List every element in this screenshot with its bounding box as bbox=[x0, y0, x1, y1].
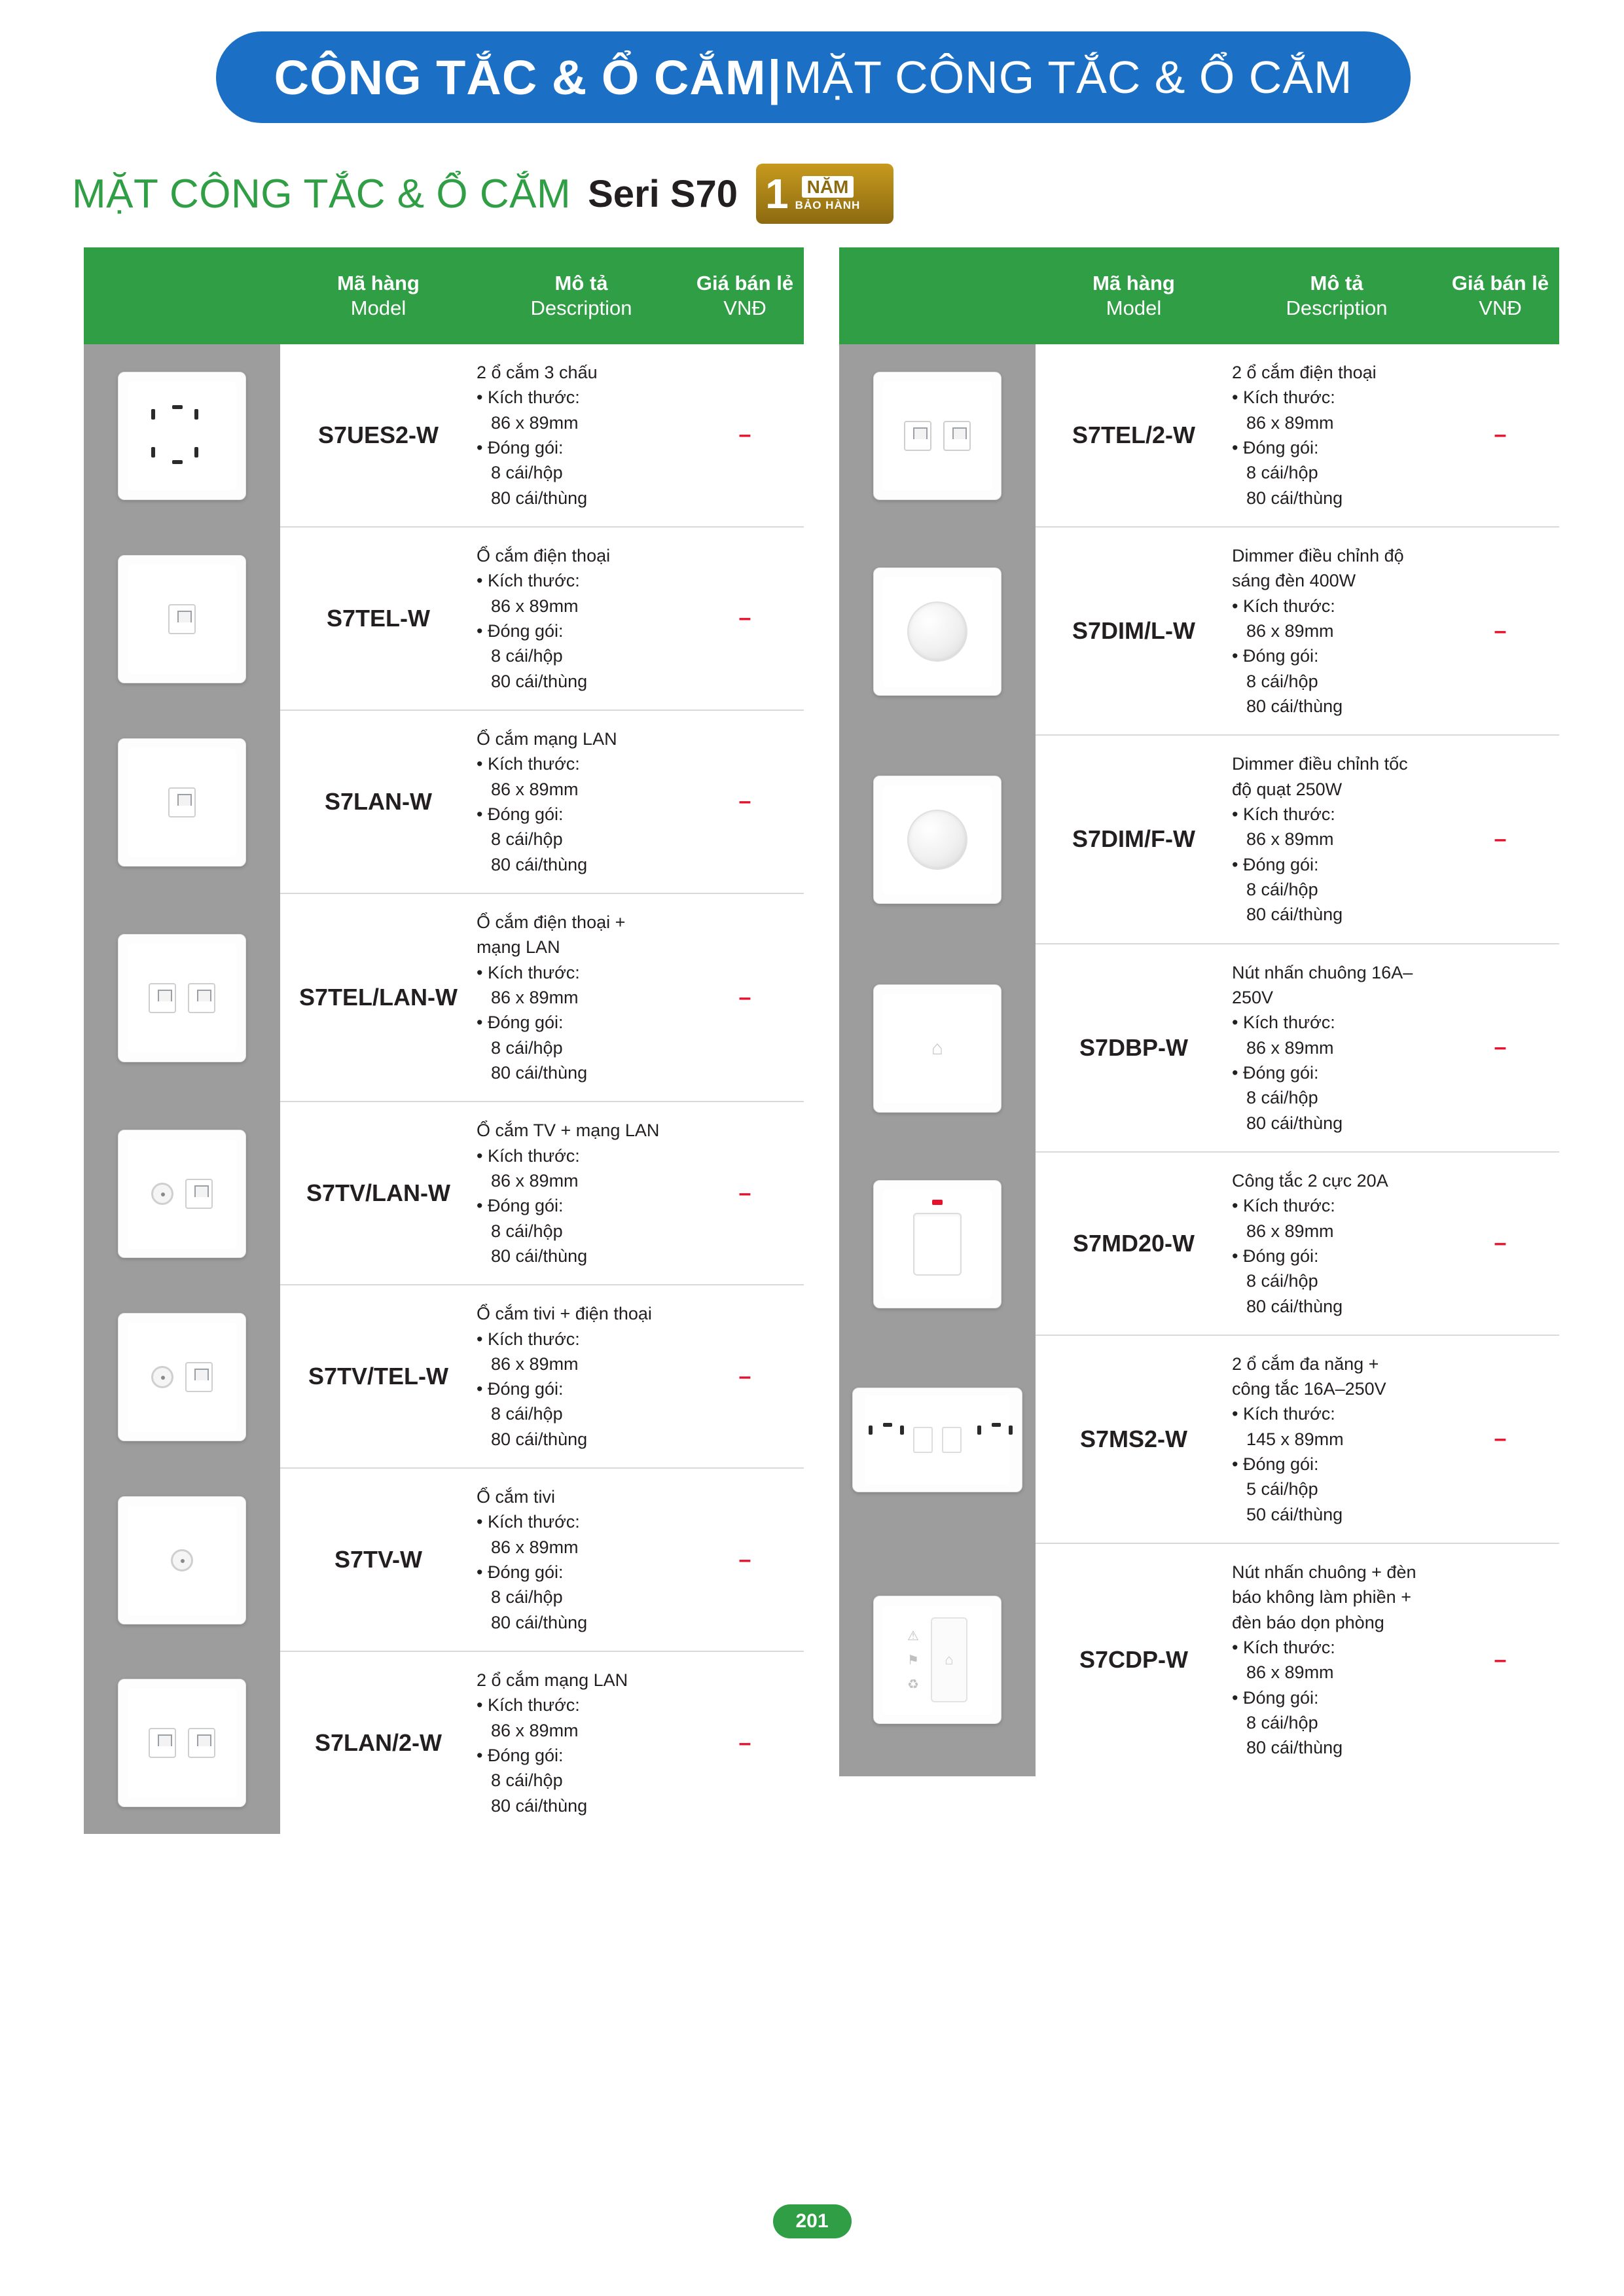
description-line: 80 cái/thùng bbox=[491, 1062, 588, 1083]
description-line: 80 cái/thùng bbox=[1246, 488, 1343, 508]
description-line: • Đóng gói: bbox=[1232, 437, 1319, 457]
bell-button-panel: ⌂ bbox=[931, 1617, 967, 1702]
section-title: MẶT CÔNG TẮC & Ổ CẮM bbox=[72, 171, 571, 217]
product-price-cell: – bbox=[738, 1547, 751, 1572]
description-line: • Đóng gói: bbox=[477, 1013, 564, 1033]
plate-face bbox=[128, 565, 237, 674]
description-line: 8 cái/hộp bbox=[491, 1037, 563, 1058]
socket-pin-hole bbox=[1009, 1426, 1013, 1435]
row-content bbox=[280, 1285, 804, 1469]
plate-face bbox=[128, 1323, 237, 1432]
warranty-badge bbox=[756, 164, 893, 224]
description-line: • Kích thước: bbox=[477, 754, 580, 774]
product-description-cell bbox=[477, 1102, 686, 1284]
product-model-cell: S7DIM/L-W bbox=[1072, 617, 1195, 645]
header-desc-vn: Mô tả bbox=[1310, 272, 1363, 295]
description-line: 86 x 89mm bbox=[491, 987, 579, 1007]
product-description-cell bbox=[1232, 1153, 1441, 1335]
description-line: 80 cái/thùng bbox=[491, 671, 588, 691]
rj-jack-icon bbox=[943, 421, 971, 451]
socket-holes bbox=[865, 1420, 901, 1460]
section-title-row bbox=[72, 164, 893, 224]
row-content bbox=[1036, 1153, 1559, 1336]
header-price-col bbox=[686, 271, 804, 321]
product-model-cell: S7TV-W bbox=[334, 1546, 422, 1573]
description-line: 8 cái/hộp bbox=[491, 463, 563, 483]
tv-telephone-socket-icon bbox=[118, 1313, 246, 1441]
rj-jack-icon bbox=[904, 421, 931, 451]
description-line: Ổ cắm tivi bbox=[477, 1487, 556, 1507]
product-description-cell bbox=[477, 711, 686, 893]
socket-pin-hole bbox=[883, 1423, 892, 1427]
socket-switch-group bbox=[913, 1427, 962, 1453]
status-indicator-icon: ♻ bbox=[907, 1677, 919, 1692]
product-image-cell bbox=[84, 344, 280, 528]
description-line: • Đóng gói: bbox=[1232, 854, 1319, 874]
description-line: Ổ cắm điện thoại + bbox=[477, 912, 626, 932]
rocker-switch bbox=[913, 1213, 962, 1276]
warranty-line2: BẢO HÀNH bbox=[795, 199, 861, 212]
description-line: 80 cái/thùng bbox=[1246, 1113, 1343, 1133]
status-indicator-icon: ⚠ bbox=[907, 1628, 919, 1643]
coax-jack-icon bbox=[151, 1183, 173, 1205]
description-line: • Đóng gói: bbox=[477, 1562, 564, 1583]
double-pole-switch-icon bbox=[873, 1180, 1001, 1308]
product-price-cell: – bbox=[1494, 422, 1507, 448]
plate-face bbox=[128, 944, 237, 1053]
dimmer-knob bbox=[907, 810, 967, 870]
plate-face bbox=[883, 1189, 992, 1299]
rj-jack-icon bbox=[185, 1362, 213, 1392]
plate-face bbox=[128, 1139, 237, 1249]
socket-pin-hole bbox=[900, 1426, 904, 1435]
description-line: Ổ cắm TV + mạng LAN bbox=[477, 1121, 660, 1141]
description-line: 86 x 89mm bbox=[1246, 412, 1334, 433]
row-content bbox=[1036, 1544, 1559, 1776]
socket-pin-hole bbox=[172, 405, 183, 409]
description-line: 250V bbox=[1232, 987, 1274, 1007]
description-line: Dimmer điều chỉnh độ bbox=[1232, 545, 1404, 565]
row-content bbox=[280, 1652, 804, 1834]
product-model-cell: S7TV/TEL-W bbox=[308, 1363, 448, 1390]
product-price-cell: – bbox=[1494, 1035, 1507, 1060]
header-price-en: VNĐ bbox=[723, 296, 767, 319]
rj-jack-icon bbox=[168, 604, 196, 634]
description-line: 8 cái/hộp bbox=[1246, 671, 1318, 691]
product-description-cell bbox=[1232, 944, 1441, 1151]
product-price-cell: – bbox=[1494, 1426, 1507, 1452]
description-line: • Kích thước: bbox=[477, 962, 580, 982]
product-table-right bbox=[839, 247, 1559, 1776]
product-price-cell: – bbox=[738, 422, 751, 448]
plate-face bbox=[883, 382, 992, 491]
product-price-cell: – bbox=[738, 789, 751, 814]
description-line: 80 cái/thùng bbox=[491, 1795, 588, 1816]
description-line: 80 cái/thùng bbox=[491, 854, 588, 874]
description-line: 86 x 89mm bbox=[1246, 1662, 1334, 1683]
product-image-cell bbox=[84, 1652, 280, 1834]
doorbell-button-icon bbox=[873, 984, 1001, 1113]
product-price-cell: – bbox=[1494, 1230, 1507, 1256]
product-description-cell bbox=[1232, 1336, 1441, 1543]
description-line: • Đóng gói: bbox=[1232, 646, 1319, 666]
plate-face bbox=[128, 1689, 237, 1798]
header-model-en: Model bbox=[1106, 296, 1162, 319]
description-line: Dimmer điều chỉnh tốc bbox=[1232, 754, 1408, 774]
socket-pin-hole bbox=[194, 409, 198, 420]
product-image-cell bbox=[839, 1336, 1036, 1544]
product-description-cell bbox=[477, 1285, 686, 1467]
header-price-vn: Giá bán lẻ bbox=[696, 272, 794, 295]
description-line: 80 cái/thùng bbox=[1246, 1738, 1343, 1758]
socket-pin-hole bbox=[992, 1423, 1001, 1427]
plate-face bbox=[865, 1395, 1010, 1484]
description-line: 145 x 89mm bbox=[1246, 1429, 1344, 1449]
rj-jack-icon bbox=[185, 1179, 213, 1209]
product-description-cell bbox=[477, 344, 686, 526]
description-line: 8 cái/hộp bbox=[491, 1221, 563, 1241]
header-price-vn: Giá bán lẻ bbox=[1451, 272, 1549, 295]
page-header-banner bbox=[216, 31, 1411, 123]
row-content bbox=[280, 1102, 804, 1285]
product-image-cell bbox=[84, 1102, 280, 1285]
description-line: • Đóng gói: bbox=[477, 804, 564, 824]
warranty-line1: NĂM bbox=[802, 176, 854, 198]
header-price-col bbox=[1441, 271, 1559, 321]
socket-pin-hole bbox=[151, 409, 155, 420]
product-image-cell bbox=[839, 1153, 1036, 1336]
product-price-cell: – bbox=[738, 605, 751, 631]
description-line: 86 x 89mm bbox=[1246, 829, 1334, 850]
product-price-cell: – bbox=[1494, 1647, 1507, 1672]
product-model-cell: S7TV/LAN-W bbox=[306, 1179, 450, 1207]
product-description-cell bbox=[1232, 528, 1441, 734]
description-line: 80 cái/thùng bbox=[1246, 905, 1343, 925]
description-line: • Kích thước: bbox=[1232, 387, 1335, 408]
description-line: 80 cái/thùng bbox=[491, 1612, 588, 1632]
table-header-right bbox=[839, 247, 1559, 344]
coax-jack-icon bbox=[151, 1366, 173, 1388]
description-line: 8 cái/hộp bbox=[1246, 1271, 1318, 1291]
status-indicator-group bbox=[907, 1628, 919, 1693]
description-line: 86 x 89mm bbox=[491, 596, 579, 616]
row-content bbox=[1036, 944, 1559, 1153]
table-row bbox=[839, 1153, 1559, 1336]
table-body-right bbox=[839, 344, 1559, 1776]
dimmer-knob bbox=[907, 601, 967, 662]
header-model-en: Model bbox=[350, 296, 406, 319]
description-line: 80 cái/thùng bbox=[1246, 696, 1343, 716]
tv-lan-socket-icon bbox=[118, 1130, 246, 1258]
header-desc-en: Description bbox=[1286, 296, 1388, 319]
coax-jack-icon bbox=[171, 1549, 193, 1571]
description-line: độ quạt 250W bbox=[1232, 779, 1343, 799]
socket-pin-hole bbox=[194, 447, 198, 457]
product-price-cell: – bbox=[738, 1730, 751, 1755]
product-description-cell bbox=[477, 894, 686, 1101]
socket-2gang-3pin-icon bbox=[118, 372, 246, 500]
product-model-cell: S7MD20-W bbox=[1072, 1229, 1195, 1257]
description-line: 8 cái/hộp bbox=[491, 1404, 563, 1424]
telephone-2gang-socket-icon bbox=[873, 372, 1001, 500]
product-price-cell: – bbox=[1494, 826, 1507, 852]
description-line: 80 cái/thùng bbox=[491, 1429, 588, 1449]
product-model-cell: S7TEL/LAN-W bbox=[299, 984, 458, 1011]
header-title-bold: CÔNG TẮC & Ổ CẮM bbox=[274, 50, 767, 105]
product-image-cell bbox=[839, 1544, 1036, 1776]
description-line: • Đóng gói: bbox=[477, 1196, 564, 1216]
table-row bbox=[84, 894, 804, 1102]
description-line: • Kích thước: bbox=[477, 1145, 580, 1166]
rj-jack-icon bbox=[149, 1728, 176, 1758]
description-line: 80 cái/thùng bbox=[1246, 1296, 1343, 1316]
description-line: 8 cái/hộp bbox=[1246, 463, 1318, 483]
description-line: • Đóng gói: bbox=[477, 620, 564, 641]
product-description-cell bbox=[1232, 736, 1441, 942]
description-line: • Đóng gói: bbox=[1232, 1246, 1319, 1266]
description-line: 86 x 89mm bbox=[491, 412, 579, 433]
tv-socket-icon bbox=[118, 1496, 246, 1624]
description-line: • Kích thước: bbox=[1232, 1404, 1335, 1424]
description-line: công tắc 16A–250V bbox=[1232, 1379, 1386, 1399]
description-line: • Kích thước: bbox=[1232, 596, 1335, 616]
description-line: • Kích thước: bbox=[477, 1512, 580, 1532]
description-line: • Đóng gói: bbox=[1232, 1687, 1319, 1708]
table-row bbox=[839, 1336, 1559, 1544]
description-line: 86 x 89mm bbox=[491, 1537, 579, 1557]
product-description-cell bbox=[1232, 1544, 1441, 1776]
product-price-cell: – bbox=[738, 984, 751, 1010]
rocker-switch bbox=[942, 1427, 962, 1453]
fan-dimmer-icon bbox=[873, 776, 1001, 904]
product-model-cell: S7UES2-W bbox=[317, 421, 439, 448]
description-line: • Kích thước: bbox=[1232, 1638, 1335, 1658]
header-desc-col bbox=[477, 271, 686, 321]
row-content bbox=[280, 528, 804, 711]
table-row bbox=[84, 528, 804, 711]
plate-face bbox=[883, 994, 992, 1103]
description-line: Nút nhấn chuông + đèn bbox=[1232, 1562, 1416, 1583]
description-line: sáng đèn 400W bbox=[1232, 571, 1356, 591]
rj-jack-icon bbox=[149, 983, 176, 1013]
product-image-cell bbox=[839, 944, 1036, 1153]
socket-pin-hole bbox=[172, 460, 183, 464]
row-content bbox=[280, 344, 804, 528]
rj-jack-icon bbox=[188, 983, 215, 1013]
product-image-cell bbox=[84, 528, 280, 711]
description-line: 8 cái/hộp bbox=[1246, 1713, 1318, 1733]
header-desc-vn: Mô tả bbox=[554, 272, 608, 295]
product-model-cell: S7LAN/2-W bbox=[314, 1729, 442, 1757]
description-line: • Đóng gói: bbox=[1232, 1062, 1319, 1083]
description-line: 2 ổ cắm 3 chấu bbox=[477, 363, 598, 382]
socket-holes bbox=[146, 400, 218, 472]
description-line: 5 cái/hộp bbox=[1246, 1479, 1318, 1499]
product-table-left bbox=[84, 247, 804, 1834]
table-row bbox=[839, 1544, 1559, 1776]
header-model-col bbox=[1036, 271, 1232, 321]
page-number: 201 bbox=[773, 2204, 852, 2238]
description-line: 8 cái/hộp bbox=[491, 646, 563, 666]
table-row bbox=[839, 944, 1559, 1153]
header-model-vn: Mã hàng bbox=[1092, 272, 1175, 295]
product-model-cell: S7DBP-W bbox=[1079, 1033, 1188, 1061]
table-header-left bbox=[84, 247, 804, 344]
table-row bbox=[84, 1102, 804, 1285]
row-content bbox=[280, 1469, 804, 1652]
description-line: 8 cái/hộp bbox=[491, 1770, 563, 1791]
description-line: • Kích thước: bbox=[477, 571, 580, 591]
description-line: 86 x 89mm bbox=[491, 1354, 579, 1374]
row-content bbox=[1036, 736, 1559, 944]
table-row bbox=[84, 711, 804, 894]
table-row bbox=[839, 344, 1559, 528]
product-image-cell bbox=[84, 711, 280, 894]
description-line: • Kích thước: bbox=[477, 1695, 580, 1715]
description-line: • Kích thước: bbox=[1232, 1013, 1335, 1033]
row-content bbox=[280, 894, 804, 1102]
table-row bbox=[839, 736, 1559, 944]
section-serie: Seri S70 bbox=[588, 172, 738, 215]
product-image-cell bbox=[84, 894, 280, 1102]
plate-face bbox=[128, 382, 237, 491]
doorbell-dnd-panel-icon bbox=[873, 1596, 1001, 1724]
indicator-led bbox=[932, 1200, 943, 1205]
lan-socket-icon bbox=[118, 738, 246, 867]
description-line: báo không làm phiền + bbox=[1232, 1587, 1411, 1607]
row-content bbox=[1036, 1336, 1559, 1544]
header-model-col bbox=[280, 271, 477, 321]
product-model-cell: S7TEL-W bbox=[327, 604, 430, 632]
product-image-cell bbox=[839, 736, 1036, 944]
multifunction-socket-switch-icon bbox=[852, 1388, 1022, 1492]
product-model-cell: S7DIM/F-W bbox=[1072, 825, 1195, 853]
description-line: Ổ cắm điện thoại bbox=[477, 545, 611, 565]
description-line: • Kích thước: bbox=[1232, 1196, 1335, 1216]
description-line: 8 cái/hộp bbox=[491, 1587, 563, 1607]
header-price-en: VNĐ bbox=[1479, 296, 1522, 319]
product-model-cell: S7LAN-W bbox=[325, 787, 432, 815]
rocker-switch bbox=[913, 1427, 933, 1453]
description-line: • Đóng gói: bbox=[1232, 1454, 1319, 1475]
description-line: 80 cái/thùng bbox=[491, 1246, 588, 1266]
description-line: • Đóng gói: bbox=[477, 437, 564, 457]
description-line: 8 cái/hộp bbox=[491, 829, 563, 850]
rj-jack-icon bbox=[168, 787, 196, 817]
socket-pin-hole bbox=[151, 447, 155, 457]
description-line: 8 cái/hộp bbox=[1246, 1088, 1318, 1108]
table-row bbox=[839, 528, 1559, 736]
description-line: Ổ cắm tivi + điện thoại bbox=[477, 1304, 652, 1324]
description-line: • Kích thước: bbox=[477, 387, 580, 408]
description-line: mạng LAN bbox=[477, 937, 560, 958]
description-line: 80 cái/thùng bbox=[491, 488, 588, 508]
bell-symbol-icon: ⌂ bbox=[931, 1037, 944, 1059]
row-content bbox=[1036, 344, 1559, 528]
product-description-cell bbox=[477, 1469, 686, 1651]
description-line: 2 ổ cắm điện thoại bbox=[1232, 363, 1377, 382]
row-content bbox=[280, 711, 804, 894]
light-dimmer-icon bbox=[873, 567, 1001, 696]
table-row bbox=[84, 1469, 804, 1652]
description-line: 50 cái/thùng bbox=[1246, 1504, 1343, 1524]
description-line: 2 ổ cắm đa năng + bbox=[1232, 1354, 1379, 1374]
plate-face bbox=[128, 748, 237, 857]
description-line: • Kích thước: bbox=[1232, 804, 1335, 824]
header-title-light: MẶT CÔNG TẮC & Ổ CẮM bbox=[784, 52, 1353, 103]
product-price-cell: – bbox=[738, 1180, 751, 1206]
product-description-cell bbox=[1232, 344, 1441, 526]
product-model-cell: S7TEL/2-W bbox=[1072, 421, 1195, 448]
warranty-text bbox=[795, 176, 861, 211]
description-line: • Đóng gói: bbox=[477, 1746, 564, 1766]
description-line: Nút nhấn chuông 16A– bbox=[1232, 962, 1413, 982]
table-row bbox=[84, 344, 804, 528]
table-row bbox=[84, 1652, 804, 1834]
description-line: • Đóng gói: bbox=[477, 1379, 564, 1399]
plate-face bbox=[883, 1605, 992, 1715]
plate-face bbox=[883, 577, 992, 687]
socket-pin-hole bbox=[977, 1426, 981, 1435]
product-image-cell bbox=[839, 528, 1036, 736]
row-content bbox=[1036, 528, 1559, 736]
description-line: • Kích thước: bbox=[477, 1329, 580, 1349]
description-line: đèn báo dọn phòng bbox=[1232, 1612, 1384, 1632]
telephone-socket-icon bbox=[118, 555, 246, 683]
product-description-cell bbox=[477, 1652, 686, 1834]
rj-jack-icon bbox=[188, 1728, 215, 1758]
product-model-cell: S7MS2-W bbox=[1079, 1425, 1188, 1452]
product-price-cell: – bbox=[1494, 618, 1507, 643]
plate-face bbox=[883, 785, 992, 895]
socket-pin-hole bbox=[869, 1426, 873, 1435]
description-line: Công tắc 2 cực 20A bbox=[1232, 1170, 1388, 1191]
telephone-lan-socket-icon bbox=[118, 934, 246, 1062]
description-line: 86 x 89mm bbox=[491, 779, 579, 799]
product-price-cell: – bbox=[738, 1363, 751, 1389]
lan-2gang-socket-icon bbox=[118, 1679, 246, 1807]
socket-holes bbox=[973, 1420, 1010, 1460]
description-line: 86 x 89mm bbox=[1246, 1221, 1334, 1241]
description-line: 86 x 89mm bbox=[1246, 1037, 1334, 1058]
description-line: 86 x 89mm bbox=[491, 1170, 579, 1191]
plate-face bbox=[128, 1506, 237, 1615]
table-body-left bbox=[84, 344, 804, 1834]
product-image-cell bbox=[84, 1469, 280, 1652]
product-model-cell: S7CDP-W bbox=[1079, 1646, 1188, 1674]
product-image-cell bbox=[839, 344, 1036, 528]
header-model-vn: Mã hàng bbox=[337, 272, 420, 295]
header-desc-col bbox=[1232, 271, 1441, 321]
product-image-cell bbox=[84, 1285, 280, 1469]
description-line: 2 ổ cắm mạng LAN bbox=[477, 1670, 628, 1691]
description-line: 86 x 89mm bbox=[491, 1720, 579, 1740]
status-indicator-icon: ⚑ bbox=[907, 1653, 919, 1668]
description-line: Ổ cắm mạng LAN bbox=[477, 728, 617, 749]
header-desc-en: Description bbox=[530, 296, 632, 319]
table-row bbox=[84, 1285, 804, 1469]
warranty-number: 1 bbox=[765, 170, 789, 217]
header-separator: | bbox=[767, 50, 782, 105]
description-line: 8 cái/hộp bbox=[1246, 879, 1318, 899]
description-line: 86 x 89mm bbox=[1246, 620, 1334, 641]
product-description-cell bbox=[477, 528, 686, 709]
